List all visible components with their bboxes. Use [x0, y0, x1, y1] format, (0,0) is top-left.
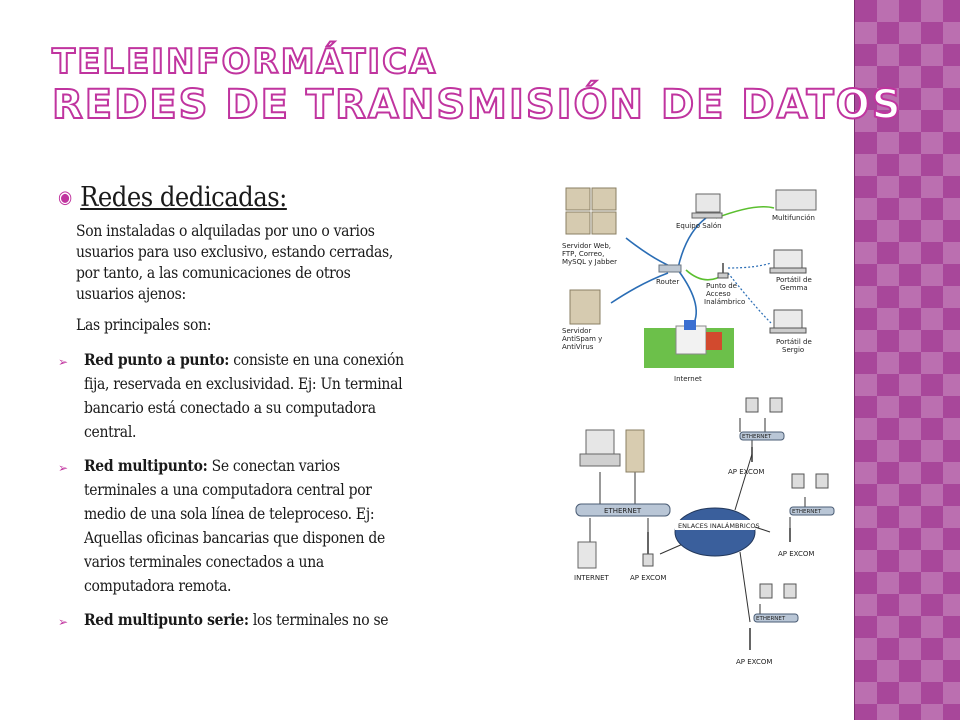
- router-icon: [659, 265, 681, 272]
- server-tower-icon: [626, 430, 644, 472]
- ap-label: AP EXCOM: [778, 550, 815, 558]
- title-line-1: TELEINFORMÁTICA: [52, 42, 438, 82]
- svg-text:Sergio: Sergio: [782, 346, 805, 354]
- svg-text:AntiSpam y: AntiSpam y: [562, 335, 603, 343]
- svg-text:Portátil de: Portátil de: [776, 276, 812, 284]
- section-heading-text: Redes dedicadas:: [80, 182, 287, 213]
- svg-text:AntiVirus: AntiVirus: [562, 343, 594, 351]
- svg-text:Punto de: Punto de: [706, 282, 737, 290]
- svg-text:Router: Router: [656, 278, 680, 286]
- wireless-links-node: [675, 508, 755, 556]
- svg-text:Portátil de: Portátil de: [776, 338, 812, 346]
- ethernet-label: ETHERNET: [742, 434, 772, 440]
- home-network-diagram: [556, 178, 840, 388]
- pc-icon: [784, 584, 796, 598]
- ethernet-label: ETHERNET: [756, 616, 786, 622]
- pc-icon: [792, 474, 804, 488]
- ethernet-label: ETHERNET: [792, 509, 822, 515]
- arrow-bullet-icon: ➢: [58, 461, 68, 475]
- pc-icon: [816, 474, 828, 488]
- laptop-icon: [774, 310, 802, 328]
- item-text: Se conectan varios terminales a una computadora central por medio de una sola línea de teleproceso. Ej: Aquellas oficinas bancarias que disponen de varios terminales conectados a una computadora remota.: [84, 457, 385, 595]
- laptop-icon: [774, 250, 802, 268]
- enlaces-label: ENLACES INALÁMBRICOS: [678, 522, 760, 530]
- desktop-icon: [696, 194, 720, 212]
- item-text: consiste en una conexión fija, reservada en exclusividad. Ej: Un terminal bancario está conectado a su computadora central.: [84, 351, 404, 441]
- list-item: [58, 608, 410, 634]
- svg-text:Equipo Salón: Equipo Salón: [676, 222, 722, 230]
- section-intro: Las principales son:: [76, 316, 212, 334]
- pc-icon: [746, 398, 758, 412]
- item-label: Red multipunto:: [84, 456, 208, 475]
- wireless-network-diagram: [560, 392, 846, 670]
- svg-text:Gemma: Gemma: [780, 284, 808, 292]
- printer-icon: [776, 190, 816, 210]
- internet-label: INTERNET: [574, 574, 609, 582]
- section-heading: [58, 182, 410, 213]
- ap-label: AP EXCOM: [630, 574, 667, 582]
- ethernet-label: ETHERNET: [604, 507, 642, 515]
- modem-icon: [578, 542, 596, 568]
- ap-label: AP EXCOM: [736, 658, 773, 666]
- svg-text:Inalámbrico: Inalámbrico: [704, 298, 746, 306]
- internet-building-icon: [644, 320, 734, 368]
- content-body: [58, 182, 410, 644]
- pc-icon: [760, 584, 772, 598]
- arrow-bullet-icon: ➢: [58, 355, 68, 369]
- svg-text:Internet: Internet: [674, 375, 702, 383]
- pc-icon: [770, 398, 782, 412]
- svg-text:Servidor: Servidor: [562, 327, 592, 335]
- svg-text:FTP, Correo,: FTP, Correo,: [562, 250, 605, 258]
- server-icon: [570, 290, 600, 324]
- svg-text:Multifunción: Multifunción: [772, 214, 815, 222]
- svg-text:Acceso: Acceso: [706, 290, 731, 298]
- slide-title: [52, 42, 903, 128]
- svg-text:Servidor Web,: Servidor Web,: [562, 242, 612, 250]
- section-description: Son instaladas o alquiladas por uno o varios usuarios para uso exclusivo, estando cerradas, por tanto, a las comunicaciones de otros usuarios ajenos:: [76, 222, 393, 303]
- desktop-icon: [580, 430, 620, 466]
- item-text: los terminales no se: [252, 611, 389, 629]
- ap-label: AP EXCOM: [728, 468, 765, 476]
- item-label: Red multipunto serie:: [84, 610, 249, 629]
- arrow-bullet-icon: ➢: [58, 615, 68, 629]
- circle-bullet-icon: ◉: [58, 187, 73, 208]
- server-stack-icon: [566, 188, 616, 234]
- title-line-2: REDES DE TRANSMISIÓN DE DATOS: [52, 82, 903, 128]
- list-item: [58, 454, 410, 598]
- list-item: [58, 348, 410, 444]
- svg-text:MySQL y Jabber: MySQL y Jabber: [562, 258, 618, 266]
- item-label: Red punto a punto:: [84, 350, 230, 369]
